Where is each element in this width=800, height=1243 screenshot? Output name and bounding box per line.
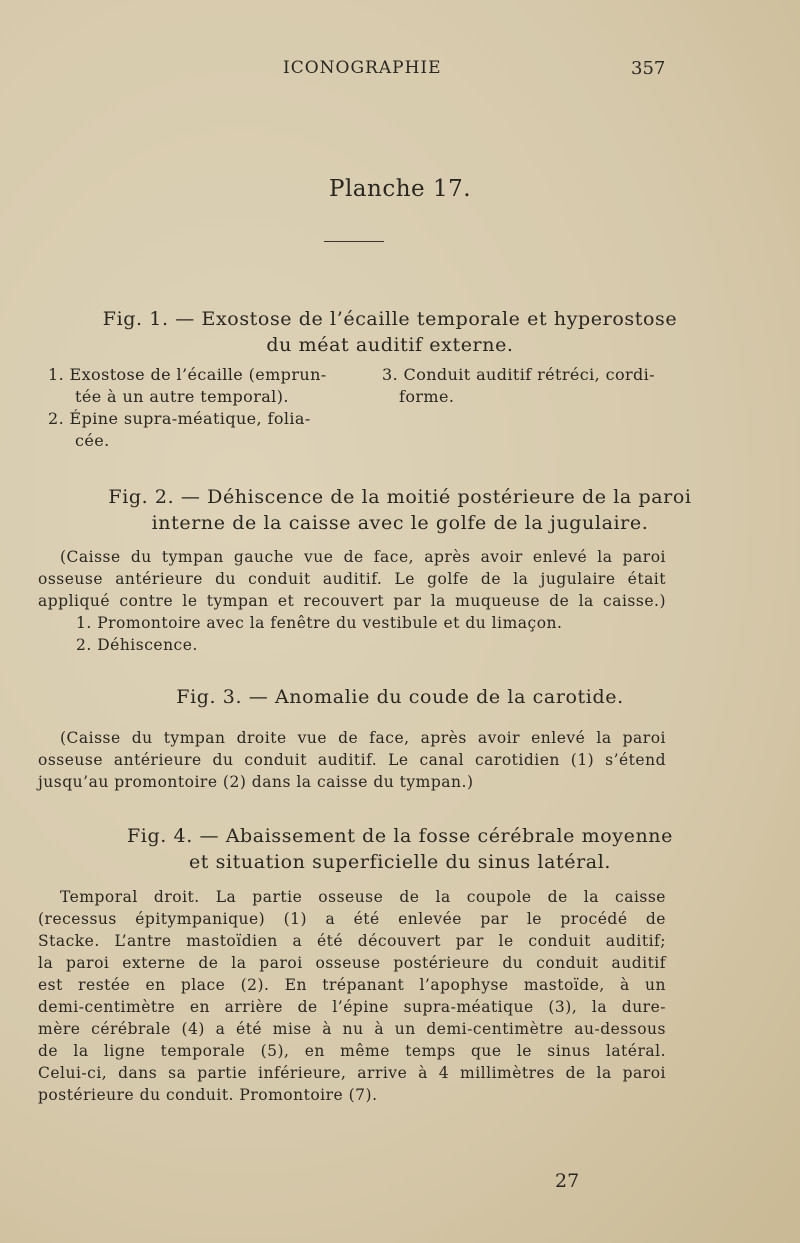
text-line: osseuse antérieure du conduit auditif. Le golfe de la jugulaire était <box>38 570 666 588</box>
fig1-legend-right <box>382 364 682 408</box>
text-line: la paroi externe de la paroi osseuse postérieure du conduit auditif <box>38 954 666 972</box>
legend-item: tée à un autre temporal). <box>75 387 289 406</box>
text-line: osseuse antérieure du conduit auditif. Le canal carotidien (1) s’étend <box>38 751 666 769</box>
fig2-heading <box>40 484 760 536</box>
text-line: 2. Déhiscence. <box>76 636 198 654</box>
fig1-legend-left <box>48 364 348 452</box>
fig4-heading-line: et situation superficielle du sinus latéral. <box>188 851 612 873</box>
legend-item: 1. Exostose de l’écaille (emprun- <box>48 365 327 384</box>
legend-item: cée. <box>75 431 110 450</box>
text-line: Celui-ci, dans sa partie inférieure, arrive à 4 millimètres de la paroi <box>38 1064 666 1082</box>
text-line: jusqu’au promontoire (2) dans la caisse du tympan.) <box>38 773 474 791</box>
text-line: est restée en place (2). En trépanant l’apophyse mastoïde, à un <box>38 976 666 994</box>
fig4-heading <box>40 823 760 875</box>
plate-title: Planche 17. <box>328 176 472 202</box>
fig4-body <box>38 886 666 1106</box>
title-rule <box>324 241 384 242</box>
text-line: mère cérébrale (4) a été mise à nu à un demi-centimètre au-dessous <box>38 1020 666 1038</box>
fig2-heading-line: interne de la caisse avec le golfe de la jugulaire. <box>151 512 649 534</box>
text-line: Temporal droit. La partie osseuse de la coupole de la caisse <box>60 888 666 906</box>
text-line: 1. Promontoire avec la fenêtre du vestibule et du limaçon. <box>76 614 563 632</box>
legend-item: forme. <box>399 387 455 406</box>
fig3-heading-line: Fig. 3. — Anomalie du coude de la carotide. <box>176 686 624 708</box>
fig1-heading-line: du méat auditif externe. <box>266 334 514 356</box>
legend-item: 3. Conduit auditif rétréci, cordi- <box>382 365 655 384</box>
text-line: de la ligne temporale (5), en même temps que le sinus latéral. <box>38 1042 666 1060</box>
fig1-heading-line: Fig. 1. — Exostose de l’écaille temporale et hyperostose <box>102 308 678 330</box>
fig2-heading-line: Fig. 2. — Déhiscence de la moitié postérieure de la paroi <box>108 486 692 508</box>
text-line: (Caisse du tympan gauche vue de face, après avoir enlevé la paroi <box>60 548 666 566</box>
text-line: demi-centimètre en arrière de l’épine supra-méatique (3), la dure- <box>38 998 666 1016</box>
text-line: (Caisse du tympan droite vue de face, après avoir enlevé la paroi <box>60 729 666 747</box>
fig1-heading <box>40 306 740 358</box>
fig4-heading-line: Fig. 4. — Abaissement de la fosse cérébrale moyenne <box>127 825 673 847</box>
signature-mark: 27 <box>555 1170 580 1192</box>
text-line: postérieure du conduit. Promontoire (7). <box>38 1086 378 1104</box>
running-title: ICONOGRAPHIE <box>283 58 442 78</box>
page-number: 357 <box>631 58 666 79</box>
text-line: (recessus épitympanique) (1) a été enlevée par le procédé de <box>38 910 666 928</box>
text-line: Stacke. L’antre mastoïdien a été découvert par le conduit auditif; <box>38 932 666 950</box>
fig3-heading <box>40 684 760 710</box>
text-line: appliqué contre le tympan et recouvert par la muqueuse de la caisse.) <box>38 592 666 610</box>
fig2-body <box>38 546 666 656</box>
fig3-body <box>38 727 666 793</box>
legend-item: 2. Épine supra-méatique, folia- <box>48 409 311 428</box>
